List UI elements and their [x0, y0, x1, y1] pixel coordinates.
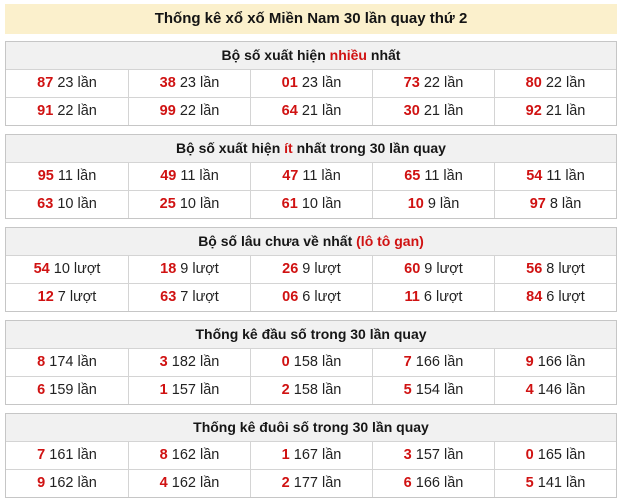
stat-number: 4 [159, 475, 168, 491]
stat-number: 49 [160, 168, 177, 184]
stat-cell [372, 98, 494, 125]
stat-row [6, 190, 616, 218]
stat-number: 0 [525, 447, 534, 463]
stat-count: 23 lần [57, 75, 97, 91]
section-least-frequent [5, 134, 617, 219]
stat-number: 8 [159, 447, 168, 463]
stat-cell [372, 70, 494, 97]
stat-count: 22 lần [179, 103, 220, 119]
stat-cell [128, 470, 250, 497]
stat-count: 167 lần [293, 447, 342, 463]
page-title-text: Thống kê xổ xố Miền Nam 30 lần quay thứ 2 [154, 10, 468, 27]
stat-number: 26 [282, 261, 299, 277]
stat-cell [6, 256, 128, 283]
stat-count: 158 lần [293, 382, 342, 398]
section-tail-digit [5, 413, 617, 498]
stat-count: 157 lần [415, 447, 464, 463]
stat-number: 38 [159, 75, 176, 91]
stat-cell [250, 377, 372, 404]
stat-number: 95 [37, 168, 54, 184]
stat-number: 10 [407, 196, 424, 212]
stat-number: 1 [281, 447, 290, 463]
stat-count: 11 lần [57, 168, 97, 184]
stat-number: 84 [526, 289, 543, 305]
stat-row [6, 469, 616, 497]
stat-cell [494, 442, 616, 469]
stat-number: 8 [37, 354, 46, 370]
stat-cell [250, 256, 372, 283]
stat-number: 25 [159, 196, 176, 212]
stat-number: 6 [37, 382, 46, 398]
header-highlight: ít [284, 140, 293, 156]
stat-count: 11 lần [424, 168, 463, 184]
stat-count: 10 lần [301, 196, 342, 212]
section-most-frequent-header [6, 42, 616, 69]
stat-number: 47 [282, 168, 299, 184]
stat-cell [372, 191, 494, 218]
stat-count: 8 lần [549, 196, 582, 212]
header-text: Bộ số xuất hiện [176, 140, 285, 156]
stat-cell [372, 470, 494, 497]
stat-count: 6 lượt [423, 289, 463, 305]
stat-cell [494, 349, 616, 376]
stat-count: 157 lần [171, 382, 220, 398]
stat-number: 30 [403, 103, 420, 119]
stat-number: 63 [37, 196, 54, 212]
stat-count: 165 lần [537, 447, 586, 463]
stat-row [6, 97, 616, 125]
stat-number: 73 [403, 75, 420, 91]
stat-count: 10 lần [179, 196, 220, 212]
stat-cell [250, 163, 372, 190]
stat-cell [250, 70, 372, 97]
stat-cell [6, 284, 128, 311]
stat-number: 65 [404, 168, 421, 184]
stat-cell [494, 256, 616, 283]
stat-number: 11 [404, 289, 420, 305]
stat-cell [372, 163, 494, 190]
stat-row [6, 441, 616, 469]
stat-number: 01 [281, 75, 298, 91]
header-text: Thống kê đầu số trong 30 lần quay [195, 326, 427, 342]
stat-count: 6 lượt [546, 289, 585, 305]
stat-number: 64 [281, 103, 298, 119]
stat-row [6, 162, 616, 190]
stat-number: 2 [281, 382, 290, 398]
stat-number: 2 [281, 475, 290, 491]
header-highlight: nhiều [329, 47, 367, 63]
stat-cell [372, 284, 494, 311]
stat-cell [128, 70, 250, 97]
stat-row [6, 376, 616, 404]
stat-cell [6, 377, 128, 404]
stat-number: 61 [281, 196, 298, 212]
section-least-frequent-header [6, 135, 616, 162]
stat-cell [372, 256, 494, 283]
stat-count: 7 lượt [57, 289, 97, 305]
stat-cell [494, 377, 616, 404]
stat-number: 4 [525, 382, 534, 398]
stat-count: 174 lần [49, 354, 97, 370]
stat-cell [494, 98, 616, 125]
stat-cell [250, 442, 372, 469]
stat-number: 56 [526, 261, 543, 277]
stat-count: 166 lần [537, 354, 586, 370]
stat-count: 162 lần [171, 475, 220, 491]
section-most-frequent [5, 41, 617, 126]
stat-cell [6, 163, 128, 190]
stat-number: 80 [525, 75, 542, 91]
stat-number: 87 [37, 75, 54, 91]
stat-count: 11 lần [302, 168, 341, 184]
stat-cell [372, 349, 494, 376]
stat-count: 22 lần [545, 75, 586, 91]
section-head-digit-header [6, 321, 616, 348]
stat-number: 0 [281, 354, 290, 370]
stat-cell [128, 98, 250, 125]
stat-count: 154 lần [415, 382, 464, 398]
header-highlight: (lô tô gan) [356, 233, 424, 249]
stat-number: 54 [526, 168, 543, 184]
stat-count: 10 lần [57, 196, 97, 212]
stat-count: 146 lần [537, 382, 586, 398]
stat-number: 18 [160, 261, 177, 277]
stat-cell [128, 377, 250, 404]
stat-count: 166 lần [415, 475, 464, 491]
stat-cell [128, 163, 250, 190]
stat-count: 23 lần [301, 75, 342, 91]
stat-count: 11 lần [546, 168, 585, 184]
stat-cell [494, 191, 616, 218]
stat-number: 97 [529, 196, 546, 212]
stat-cell [6, 98, 128, 125]
section-loto-gan-header [6, 228, 616, 255]
stat-count: 7 lượt [180, 289, 219, 305]
stat-count: 9 lượt [424, 261, 463, 277]
stat-row [6, 255, 616, 283]
stat-number: 3 [403, 447, 412, 463]
stat-count: 161 lần [49, 447, 97, 463]
stat-count: 10 lượt [53, 261, 101, 277]
stat-number: 3 [159, 354, 168, 370]
stat-count: 8 lượt [546, 261, 585, 277]
stat-cell [372, 377, 494, 404]
stat-count: 21 lần [423, 103, 464, 119]
stat-cell [6, 349, 128, 376]
stat-number: 54 [33, 261, 50, 277]
stat-count: 141 lần [537, 475, 586, 491]
page-title [5, 4, 617, 34]
stat-cell [6, 70, 128, 97]
stat-count: 9 lượt [302, 261, 341, 277]
stat-number: 9 [37, 475, 46, 491]
stat-cell [250, 349, 372, 376]
stat-cell [6, 191, 128, 218]
stat-count: 159 lần [49, 382, 97, 398]
stat-number: 91 [37, 103, 54, 119]
stat-count: 158 lần [293, 354, 342, 370]
stat-count: 23 lần [179, 75, 220, 91]
stat-count: 9 lần [427, 196, 460, 212]
header-text: Bộ số xuất hiện [221, 47, 330, 63]
stat-number: 9 [525, 354, 534, 370]
stat-number: 7 [37, 447, 46, 463]
stat-count: 21 lần [301, 103, 342, 119]
stat-row [6, 348, 616, 376]
stat-number: 1 [159, 382, 168, 398]
stat-number: 60 [404, 261, 421, 277]
stat-count: 22 lần [57, 103, 97, 119]
stat-cell [128, 349, 250, 376]
stat-cell [128, 442, 250, 469]
stat-row [6, 283, 616, 311]
stat-cell [128, 284, 250, 311]
stat-number: 99 [159, 103, 176, 119]
stat-number: 5 [525, 475, 534, 491]
stat-cell [494, 470, 616, 497]
stat-cell [128, 256, 250, 283]
stat-number: 12 [37, 289, 54, 305]
stat-count: 9 lượt [180, 261, 219, 277]
stat-cell [128, 191, 250, 218]
stat-count: 6 lượt [302, 289, 341, 305]
stat-number: 06 [282, 289, 299, 305]
stat-number: 63 [160, 289, 177, 305]
stat-cell [250, 191, 372, 218]
stat-cell [250, 284, 372, 311]
stat-count: 21 lần [545, 103, 586, 119]
stat-count: 162 lần [171, 447, 220, 463]
stat-cell [494, 70, 616, 97]
stat-row [6, 69, 616, 97]
stat-number: 92 [525, 103, 542, 119]
stat-count: 11 lần [180, 168, 219, 184]
stat-cell [250, 98, 372, 125]
section-loto-gan [5, 227, 617, 312]
stat-cell [6, 470, 128, 497]
stat-count: 166 lần [415, 354, 464, 370]
stat-number: 6 [403, 475, 412, 491]
stat-cell [250, 470, 372, 497]
stat-count: 182 lần [171, 354, 220, 370]
section-head-digit [5, 320, 617, 405]
stat-count: 22 lần [423, 75, 464, 91]
header-text: Bộ số lâu chưa về nhất [198, 233, 357, 249]
stat-cell [494, 163, 616, 190]
header-text: nhất [367, 47, 401, 63]
stat-cell [372, 442, 494, 469]
stat-number: 5 [403, 382, 412, 398]
stat-cell [494, 284, 616, 311]
stat-count: 162 lần [49, 475, 97, 491]
section-tail-digit-header [6, 414, 616, 441]
stat-number: 7 [403, 354, 412, 370]
stat-cell [6, 442, 128, 469]
header-text: Thống kê đuôi số trong 30 lần quay [193, 419, 429, 435]
header-text: nhất trong 30 lần quay [292, 140, 446, 156]
stat-count: 177 lần [293, 475, 342, 491]
